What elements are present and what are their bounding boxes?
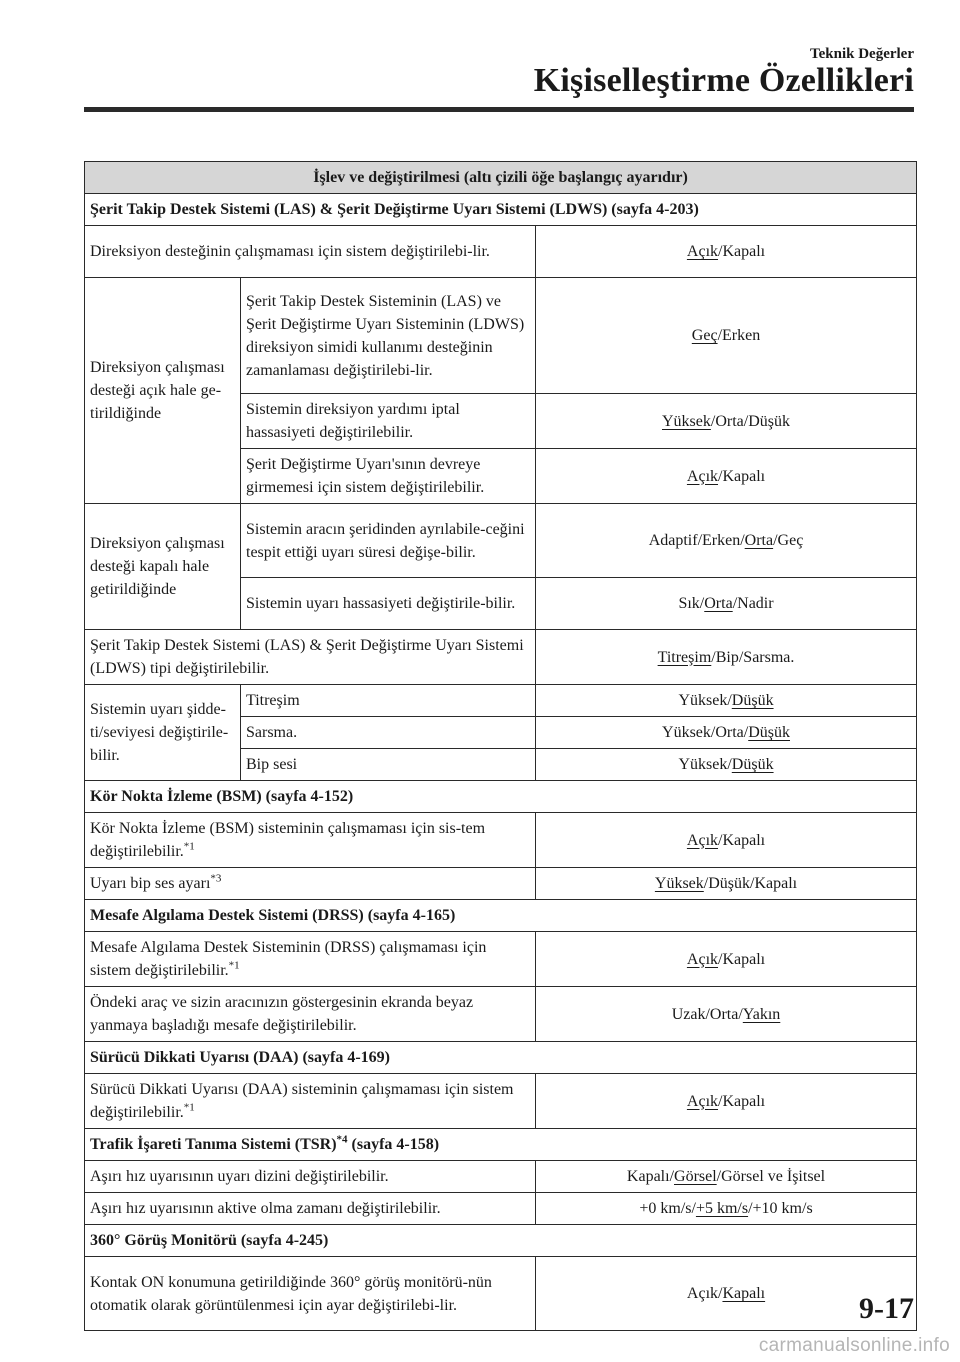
default-option: Yüksek: [662, 412, 711, 430]
table-row: [85, 1257, 917, 1331]
table-row: [85, 630, 917, 685]
function-text: Titreşim: [241, 685, 536, 717]
table-row: [85, 504, 917, 578]
header-rule: [84, 107, 914, 112]
options-cell: [536, 932, 917, 987]
function-text: Aşırı hız uyarısının uyarı dizini değiştirilebilir.: [85, 1161, 536, 1193]
footnote-mark: *1: [228, 959, 240, 972]
default-option: Düşük: [731, 756, 774, 773]
table-header: İşlev ve değiştirilmesi (altı çizili öğe başlangıç ayarıdır): [85, 162, 917, 194]
default-option: Görsel: [674, 1168, 717, 1185]
section-page-ref: (sayfa 4-158): [347, 1136, 440, 1153]
options-cell: [536, 278, 917, 394]
section-drss: Mesafe Algılama Destek Sistemi (DRSS) (sayfa 4-165): [85, 900, 917, 932]
section-row: [85, 1042, 917, 1074]
other-options: /Kapalı: [718, 831, 766, 849]
other-options: /Kapalı: [718, 1092, 766, 1110]
other-options: /Düşük/Kapalı: [703, 875, 798, 892]
other-options: Açık/: [686, 1285, 723, 1302]
function-label: Mesafe Algılama Destek Sisteminin (DRSS) çalışmaması için sistem değiştirilebilir.: [90, 939, 487, 979]
function-text: Şerit Takip Destek Sisteminin (LAS) ve Şerit Değiştirme Uyarı Sisteminin (LDWS) direksiyon simidi kullanımı desteğinin zamanlaması değiştirilebi-lir.: [241, 278, 536, 394]
function-text: [85, 868, 536, 900]
section-row: [85, 1129, 917, 1161]
options-cell: [536, 504, 917, 578]
group-label-on: Direksiyon çalışması desteği açık hale ge-tirildiğinde: [85, 278, 241, 504]
options-cell: [536, 1193, 917, 1225]
options-cell: [536, 394, 917, 449]
options-cell: [536, 868, 917, 900]
table-row: [85, 278, 917, 394]
table-row: [85, 932, 917, 987]
footnote-mark: *3: [210, 872, 222, 885]
function-text: Şerit Takip Destek Sistemi (LAS) & Şerit Değiştirme Uyarı Sistemi (LDWS) tipi değiştirilebilir.: [85, 630, 536, 685]
default-option: Açık: [686, 1092, 719, 1110]
table-header-row: [85, 162, 917, 194]
other-options: /+10 km/s: [748, 1200, 813, 1217]
function-text: Sistemin direksiyon yardımı iptal hassasiyeti değiştirilebilir.: [241, 394, 536, 449]
table-row: [85, 1193, 917, 1225]
section-daa: Sürücü Dikkati Uyarısı (DAA) (sayfa 4-169): [85, 1042, 917, 1074]
function-text: Şerit Değiştirme Uyarı'sının devreye girmemesi için sistem değiştirilebilir.: [241, 449, 536, 504]
other-options: /Görsel ve İşitsel: [716, 1168, 826, 1185]
options-cell: [536, 1161, 917, 1193]
table-row: [85, 1074, 917, 1129]
default-option: +5 km/s: [695, 1200, 749, 1217]
other-options: /Bip/Sarsma.: [711, 648, 795, 666]
function-text: Kontak ON konumuna getirildiğinde 360° görüş monitörü-nün otomatik olarak görüntülenmesi için ayar değiştirilebi-lir.: [85, 1257, 536, 1331]
options-cell: [536, 987, 917, 1042]
section-row: [85, 1225, 917, 1257]
function-text: Bip sesi: [241, 749, 536, 781]
table-row: [85, 685, 917, 717]
options-cell: [536, 813, 917, 868]
other-options: /Kapalı: [718, 243, 766, 260]
section-las: Şerit Takip Destek Sistemi (LAS) & Şerit Değiştirme Uyarı Sistemi (LDWS) (sayfa 4-203): [85, 194, 917, 226]
other-options: +0 km/s/: [639, 1200, 696, 1217]
default-option: Kapalı: [722, 1285, 766, 1302]
other-options: Yüksek/: [678, 756, 732, 773]
footnote-mark: *1: [183, 840, 195, 853]
default-option: Yüksek: [654, 875, 704, 892]
function-text: [85, 932, 536, 987]
function-text: Sarsma.: [241, 717, 536, 749]
other-options: /Erken: [717, 327, 761, 344]
other-options: /Kapalı: [718, 467, 766, 485]
function-text: Aşırı hız uyarısının aktive olma zamanı değiştirilebilir.: [85, 1193, 536, 1225]
options-cell: [536, 630, 917, 685]
other-options: Uzak/Orta/: [671, 1005, 743, 1023]
default-option: Açık: [686, 950, 719, 968]
other-options: Adaptif/Erken/: [648, 532, 745, 549]
default-option: Orta: [704, 595, 733, 612]
default-option: Açık: [686, 467, 719, 485]
section-row: [85, 900, 917, 932]
section-row: [85, 194, 917, 226]
section-360: 360° Görüş Monitörü (sayfa 4-245): [85, 1225, 917, 1257]
default-option: Orta: [744, 532, 774, 549]
customization-table: [84, 161, 917, 1331]
options-cell: [536, 685, 917, 717]
footnote-mark: *1: [183, 1101, 195, 1114]
section-title: Teknik Değerler: [809, 46, 914, 62]
section-label: Trafik İşareti Tanıma Sistemi (TSR): [90, 1136, 337, 1153]
options-cell: [536, 1074, 917, 1129]
function-text: Sistemin aracın şeridinden ayrılabile-ceğini tespit ettiği uyarı süresi değişe-bilir.: [241, 504, 536, 578]
default-option: Geç: [691, 327, 718, 344]
page-number: 9-17: [859, 1292, 914, 1325]
other-options: /Nadir: [732, 595, 774, 612]
other-options: Yüksek/: [678, 692, 732, 709]
function-label: Uyarı bip ses ayarı: [90, 875, 211, 892]
function-text: Direksiyon desteğinin çalışmaması için sistem değiştirilebi-lir.: [85, 226, 536, 278]
options-cell: [536, 717, 917, 749]
other-options: /Kapalı: [718, 950, 766, 968]
other-options: Sık/: [678, 595, 705, 612]
function-text: Öndeki araç ve sizin aracınızın göstergesinin ekranda beyaz yanmaya başladığı mesafe değiştirilebilir.: [85, 987, 536, 1042]
other-options: Yüksek/Orta/: [662, 724, 749, 741]
function-text: Sistemin uyarı hassasiyeti değiştirile-bilir.: [241, 578, 536, 630]
default-option: Açık: [686, 243, 719, 260]
default-option: Düşük: [731, 692, 774, 709]
options-cell: [536, 578, 917, 630]
watermark: carmanualsonline.info: [758, 1335, 950, 1356]
function-label: Sürücü Dikkati Uyarısı (DAA) sisteminin çalışmaması için sistem değiştirilebilir.: [90, 1081, 514, 1121]
other-options: /Orta/Düşük: [710, 412, 790, 430]
table-row: [85, 868, 917, 900]
other-options: Kapalı/: [626, 1168, 675, 1185]
table-row: [85, 987, 917, 1042]
table-row: [85, 226, 917, 278]
page-title: Kişiselleştirme Özellikleri: [533, 62, 914, 99]
function-label: Kör Nokta İzleme (BSM) sisteminin çalışmaması için sis-tem değiştirilebilir.: [90, 820, 486, 860]
function-text: [85, 1074, 536, 1129]
footnote-mark: *4: [336, 1133, 348, 1146]
group-label-off: Direksiyon çalışması desteği kapalı hale getirildiğinde: [85, 504, 241, 630]
function-text: [85, 813, 536, 868]
group-label-level: Sistemin uyarı şidde-ti/seviyesi değiştirile-bilir.: [85, 685, 241, 781]
default-option: Yakın: [742, 1005, 781, 1023]
other-options: /Geç: [773, 532, 804, 549]
section-row: [85, 781, 917, 813]
options-cell: [536, 449, 917, 504]
default-option: Titreşim: [657, 648, 712, 666]
section-tsr: [85, 1129, 917, 1161]
table-row: [85, 1161, 917, 1193]
default-option: Açık: [686, 831, 719, 849]
options-cell: [536, 226, 917, 278]
options-cell: [536, 749, 917, 781]
section-bsm: Kör Nokta İzleme (BSM) (sayfa 4-152): [85, 781, 917, 813]
default-option: Düşük: [748, 724, 790, 741]
table-row: [85, 813, 917, 868]
